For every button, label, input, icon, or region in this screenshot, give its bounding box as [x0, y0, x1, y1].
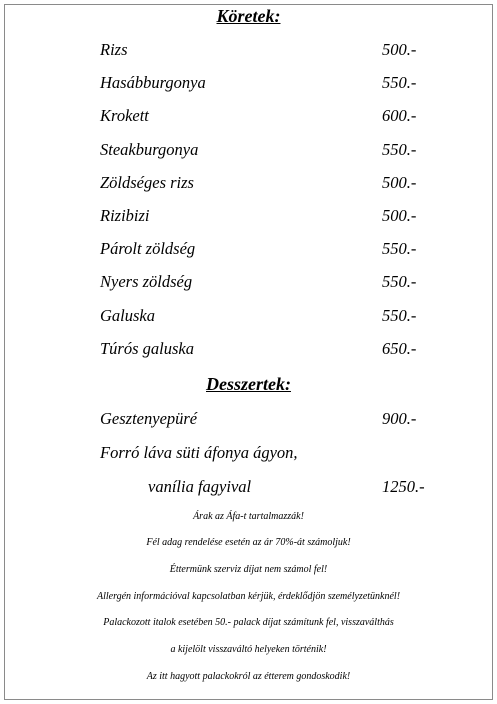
menu-item [0, 306, 497, 328]
menu-item [0, 106, 497, 128]
item-price: 550.- [382, 140, 417, 159]
item-price: 550.- [382, 239, 417, 258]
item-price: 500.- [382, 206, 417, 225]
item-name: Párolt zöldség [100, 239, 196, 258]
menu-item [0, 239, 497, 261]
note-half-portion: Fél adag rendelése esetén az ár 70%-át számoljuk! [146, 537, 351, 548]
item-name: Gesztenyepüré [100, 409, 198, 428]
item-price: 550.- [382, 272, 417, 291]
note-bottle-deposit: Palackozott italok esetében 50.- palack díjat számítunk fel, visszaválthás [103, 617, 394, 628]
item-name: Zöldséges rizs [100, 173, 194, 192]
lava-cake-price: 1250.- [382, 477, 425, 496]
lava-cake-name-line2: vanília fagyival [148, 477, 252, 496]
menu-item [0, 40, 497, 62]
item-price: 550.- [382, 73, 417, 92]
menu-item [0, 339, 497, 361]
desserts-heading: Desszertek: [206, 374, 291, 394]
item-price: 650.- [382, 339, 417, 358]
item-name: Galuska [100, 306, 155, 325]
menu-item [0, 206, 497, 228]
note-service-fee: Éttermünk szerviz díjat nem számol fel! [169, 564, 328, 575]
item-name: Krokett [100, 106, 149, 125]
item-name: Nyers zöldség [100, 272, 193, 291]
menu-item [0, 140, 497, 162]
menu-item [0, 272, 497, 294]
item-price: 600.- [382, 106, 417, 125]
item-price: 900.- [382, 409, 417, 428]
item-name: Steakburgonya [100, 140, 199, 159]
item-price: 500.- [382, 173, 417, 192]
item-name: Rizs [100, 40, 128, 59]
sides-heading: Köretek: [216, 6, 281, 26]
menu-item [0, 409, 497, 431]
item-name: Hasábburgonya [100, 73, 206, 92]
item-price: 550.- [382, 306, 417, 325]
note-vat: Árak az Áfa-t tartalmazzák! [193, 511, 304, 522]
note-bottle-care: Az itt hagyott palackokról az étterem gondoskodik! [146, 671, 351, 682]
item-name: Rizibizi [100, 206, 150, 225]
note-bottle-return: a kijelölt visszaváltó helyeken történik! [170, 644, 327, 655]
item-price: 500.- [382, 40, 417, 59]
note-allergen: Allergén információval kapcsolatban kérjük, érdeklődjön személyzetünknél! [96, 591, 401, 602]
menu-item [0, 73, 497, 95]
item-name: Túrós galuska [100, 339, 194, 358]
menu-item [0, 173, 497, 195]
lava-cake-name-line1: Forró láva süti áfonya ágyon, [100, 443, 298, 462]
